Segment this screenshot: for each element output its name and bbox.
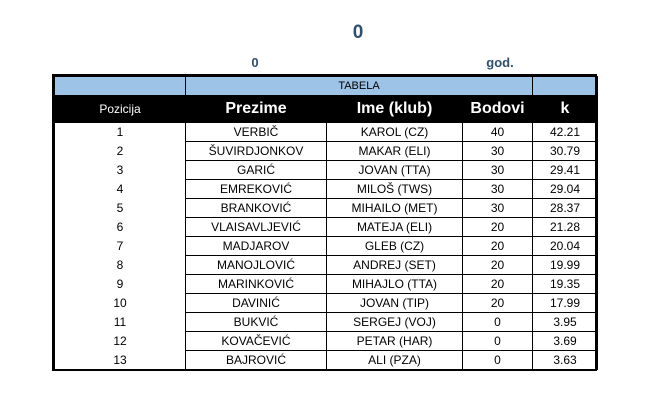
surname-cell: EMREKOVIĆ [186,180,327,199]
surname-cell: DAVINIĆ [186,294,327,313]
header-left-value: 0 [251,55,259,70]
caption-spacer-left [55,77,186,96]
position-cell: 13 [55,351,186,370]
position-cell: 10 [55,294,186,313]
name-club-cell: MATEJA (ELI) [327,218,463,237]
column-header-position: Pozicija [55,96,186,123]
position-cell: 11 [55,313,186,332]
position-cell: 7 [55,237,186,256]
surname-cell: BUKVIĆ [186,313,327,332]
table-row [55,351,598,370]
surname-cell: VLAISAVLJEVIĆ [186,218,327,237]
position-cell: 8 [55,256,186,275]
k-cell: 17.99 [533,294,598,313]
k-cell: 3.63 [533,351,598,370]
name-club-cell: MIHAJLO (TTA) [327,275,463,294]
k-cell: 19.99 [533,256,598,275]
name-club-cell: JOVAN (TIP) [327,294,463,313]
surname-cell: KOVAČEVIĆ [186,332,327,351]
table-row [55,161,598,180]
table-row [55,199,598,218]
position-cell: 12 [55,332,186,351]
column-header-k: k [533,96,598,123]
points-cell: 20 [463,237,533,256]
points-cell: 0 [463,351,533,370]
points-cell: 40 [463,123,533,142]
column-header-name-club: Ime (klub) [327,96,463,123]
name-club-cell: SERGEJ (VOJ) [327,313,463,332]
header-right-value: god. [486,55,514,70]
surname-cell: MADJAROV [186,237,327,256]
name-club-cell: ANDREJ (SET) [327,256,463,275]
name-club-cell: JOVAN (TTA) [327,161,463,180]
k-cell: 19.35 [533,275,598,294]
points-cell: 30 [463,161,533,180]
table-caption-row [55,77,598,96]
k-cell: 3.69 [533,332,598,351]
surname-cell: ŠUVIRDJONKOV [186,142,327,161]
caption-spacer-right [533,77,598,96]
column-header-points: Bodovi [463,96,533,123]
page-title: 0 [352,22,364,43]
table-row [55,142,598,161]
name-club-cell: KAROL (CZ) [327,123,463,142]
points-cell: 0 [463,313,533,332]
k-cell: 29.41 [533,161,598,180]
surname-cell: BRANKOVIĆ [186,199,327,218]
name-club-cell: PETAR (HAR) [327,332,463,351]
k-cell: 30.79 [533,142,598,161]
points-cell: 30 [463,199,533,218]
points-cell: 30 [463,142,533,161]
position-cell: 2 [55,142,186,161]
position-cell: 3 [55,161,186,180]
position-cell: 5 [55,199,186,218]
table-row [55,332,598,351]
table-caption: TABELA [186,77,533,96]
surname-cell: MANOJLOVIĆ [186,256,327,275]
surname-cell: BAJROVIĆ [186,351,327,370]
points-cell: 0 [463,332,533,351]
points-cell: 20 [463,275,533,294]
k-cell: 42.21 [533,123,598,142]
k-cell: 28.37 [533,199,598,218]
table-row [55,275,598,294]
points-cell: 20 [463,218,533,237]
surname-cell: VERBIČ [186,123,327,142]
table-row [55,180,598,199]
points-cell: 20 [463,294,533,313]
name-club-cell: MIHAILO (MET) [327,199,463,218]
table-row [55,123,598,142]
table-row [55,218,598,237]
table-row [55,313,598,332]
table-header-row [55,96,598,123]
table-body [55,123,598,370]
name-club-cell: MAKAR (ELI) [327,142,463,161]
position-cell: 6 [55,218,186,237]
name-club-cell: MILOŠ (TWS) [327,180,463,199]
table-row [55,237,598,256]
table-row [55,294,598,313]
points-cell: 20 [463,256,533,275]
surname-cell: MARINKOVIĆ [186,275,327,294]
position-cell: 1 [55,123,186,142]
name-club-cell: ALI (PZA) [327,351,463,370]
k-cell: 21.28 [533,218,598,237]
points-cell: 30 [463,180,533,199]
position-cell: 9 [55,275,186,294]
name-club-cell: GLEB (CZ) [327,237,463,256]
position-cell: 4 [55,180,186,199]
k-cell: 3.95 [533,313,598,332]
k-cell: 29.04 [533,180,598,199]
column-header-surname: Prezime [186,96,327,123]
table-row [55,256,598,275]
standings-table [54,76,598,370]
k-cell: 20.04 [533,237,598,256]
surname-cell: GARIĆ [186,161,327,180]
